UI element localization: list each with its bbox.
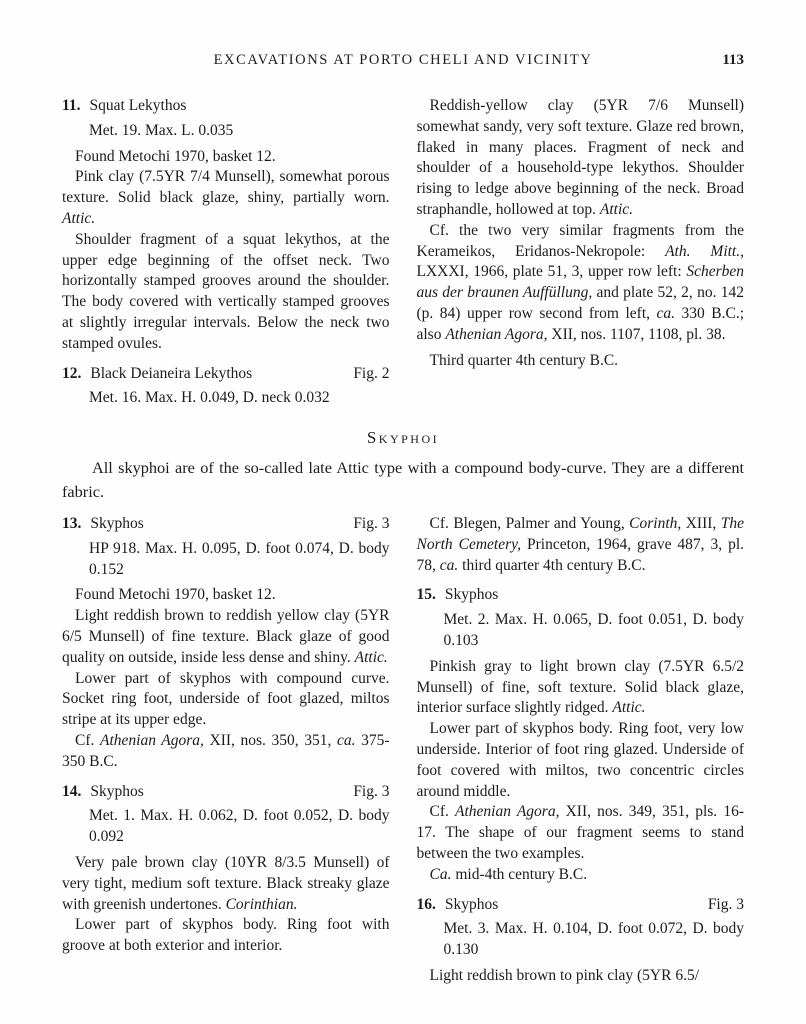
catalog-entry-13 xyxy=(62,514,390,773)
description-paragraph: Lower part of skyphos body. Ring foot with groove at both exterior and interior. xyxy=(62,916,390,955)
right-column-top xyxy=(417,96,745,414)
fabric-paragraph: Pink clay (7.5YR 7/4 Munsell), somewhat porous texture. Solid black glaze, shiny, partially worn. Attic. xyxy=(62,168,390,227)
fabric-paragraph: Light reddish brown to pink clay (5YR 6.5/ xyxy=(429,966,699,984)
fabric-paragraph: Pinkish gray to light brown clay (7.5YR 6.5/2 Munsell) of fine, soft texture. Solid black glaze, interior surface slightly ridged. Attic. xyxy=(416,657,744,717)
entry-heading xyxy=(417,895,745,916)
catalog-entry-14 xyxy=(62,782,390,957)
entry-title: Skyphos xyxy=(90,782,144,800)
entry-number: 15. xyxy=(416,586,436,604)
provenance-paragraph: Found Metochi 1970, basket 12. xyxy=(75,586,276,604)
catalog-entry-12 xyxy=(62,364,390,410)
reference-paragraph: Cf. Athenian Agora, XII, nos. 349, 351, pls. 16-17. The shape of our fragment seems to stand between the two examples. xyxy=(416,803,744,862)
fabric-paragraph: Reddish-yellow clay (5YR 7/6 Munsell) somewhat sandy, very soft texture. Glaze red brown, flaked in many places. Fragment of neck and shoulder of a household-type lekythos. Shoulder rising to ledge above beginning of the neck. Broad straphandle, hollowed at top. Attic. xyxy=(416,97,744,218)
figure-reference: Fig. 2 xyxy=(353,364,390,382)
entry-title: Skyphos xyxy=(90,514,144,532)
page-number: 113 xyxy=(722,52,744,68)
entry-heading xyxy=(62,96,390,117)
right-column-bottom xyxy=(417,514,745,987)
reference-paragraph: Cf. the two very similar fragments from the Kerameikos, Eridanos-Nekropole: Ath. Mitt., LXXXI, 1966, plate 51, 3, upper row left: Scherben aus der braunen Auffüllung, and plate 52, 2, no. 142 (p. 84) upper row second from left, ca. 330 B.C.; also Athenian Agora, XII, nos. 1107, 1108, pl. 38. xyxy=(416,221,745,343)
provenance-paragraph: Found Metochi 1970, basket 12. xyxy=(75,147,276,165)
entry-12-continuation xyxy=(417,96,745,371)
left-column-top xyxy=(62,96,390,414)
reference-paragraph: Cf. Blegen, Palmer and Young, Corinth, XIII, The North Cemetery, Princeton, 1964, grave 487, 3, pl. 78, ca. third quarter 4th century B.C. xyxy=(416,514,744,574)
entry-title: Black Deianeira Lekythos xyxy=(90,364,253,382)
measurements-line: Met. 19. Max. L. 0.035 xyxy=(89,121,234,139)
measurements-line: Met. 2. Max. H. 0.065, D. foot 0.051, D. body 0.103 xyxy=(443,611,744,649)
left-column-bottom xyxy=(62,514,390,987)
top-columns xyxy=(62,96,744,414)
dating-line: Third quarter 4th century B.C. xyxy=(429,351,619,369)
dating-line: Ca. mid-4th century B.C. xyxy=(429,865,588,883)
entry-heading xyxy=(62,514,390,535)
measurements-line: Met. 1. Max. H. 0.062, D. foot 0.052, D. body 0.092 xyxy=(89,807,390,846)
entry-title: Skyphos xyxy=(444,895,499,913)
entry-number: 13. xyxy=(62,514,82,532)
measurements-line: Met. 16. Max. H. 0.049, D. neck 0.032 xyxy=(89,389,330,407)
figure-reference: Fig. 3 xyxy=(353,514,390,532)
fabric-paragraph: Light reddish brown to reddish yellow clay (5YR 6/5 Munsell) of fine texture. Black glaze of good quality on outside, inside less dense and shiny. Attic. xyxy=(62,607,390,666)
measurements-line: Met. 3. Max. H. 0.104, D. foot 0.072, D. body 0.130 xyxy=(443,920,744,959)
entry-heading xyxy=(62,782,390,803)
fabric-paragraph: Very pale brown clay (10YR 8/3.5 Munsell) of very tight, medium soft texture. Black streaky glaze with greenish undertones. Corinthian. xyxy=(62,853,390,913)
entry-title: Skyphos xyxy=(444,586,499,604)
entry-number: 12. xyxy=(62,364,82,382)
figure-reference: Fig. 3 xyxy=(707,895,744,913)
measurements-line: HP 918. Max. H. 0.095, D. foot 0.074, D. body 0.152 xyxy=(89,539,390,578)
catalog-entry-16 xyxy=(417,895,745,987)
entry-number: 11. xyxy=(62,97,81,114)
description-paragraph: Lower part of skyphos with compound curve. Socket ring foot, underside of foot glazed, miltos stripe at its upper edge. xyxy=(62,669,390,729)
section-heading: Skyphoi xyxy=(366,428,440,448)
figure-reference: Fig. 3 xyxy=(353,782,390,800)
reference-paragraph: Cf. Athenian Agora, XII, nos. 350, 351, ca. 375-350 B.C. xyxy=(62,731,390,770)
catalog-entry-15 xyxy=(417,585,745,885)
running-title: EXCAVATIONS AT PORTO CHELI AND VICINITY xyxy=(213,52,593,68)
catalog-entry-11 xyxy=(62,96,390,355)
entry-number: 14. xyxy=(62,782,82,800)
entry-heading xyxy=(417,585,745,606)
entry-14-continuation xyxy=(417,514,745,576)
entry-heading xyxy=(62,364,390,385)
entry-number: 16. xyxy=(416,895,436,913)
section-intro: All skyphoi are of the so-called late Attic type with a compound body-curve. They are a different fabric. xyxy=(62,457,744,501)
description-paragraph: Shoulder fragment of a squat lekythos, at the upper edge beginning of the offset neck. Two horizontally stamped grooves around the shoulder. The body covered with vertically stamped grooves at slightly irregular intervals. Below the neck two stamped ovules. xyxy=(62,230,390,352)
page-header xyxy=(62,50,744,72)
entry-title: Squat Lekythos xyxy=(89,97,187,114)
description-paragraph: Lower part of skyphos body. Ring foot, very low underside. Interior of foot ring glazed. Underside of foot covered with miltos, two concentric circles around middle. xyxy=(416,720,744,800)
bottom-columns xyxy=(62,514,744,987)
